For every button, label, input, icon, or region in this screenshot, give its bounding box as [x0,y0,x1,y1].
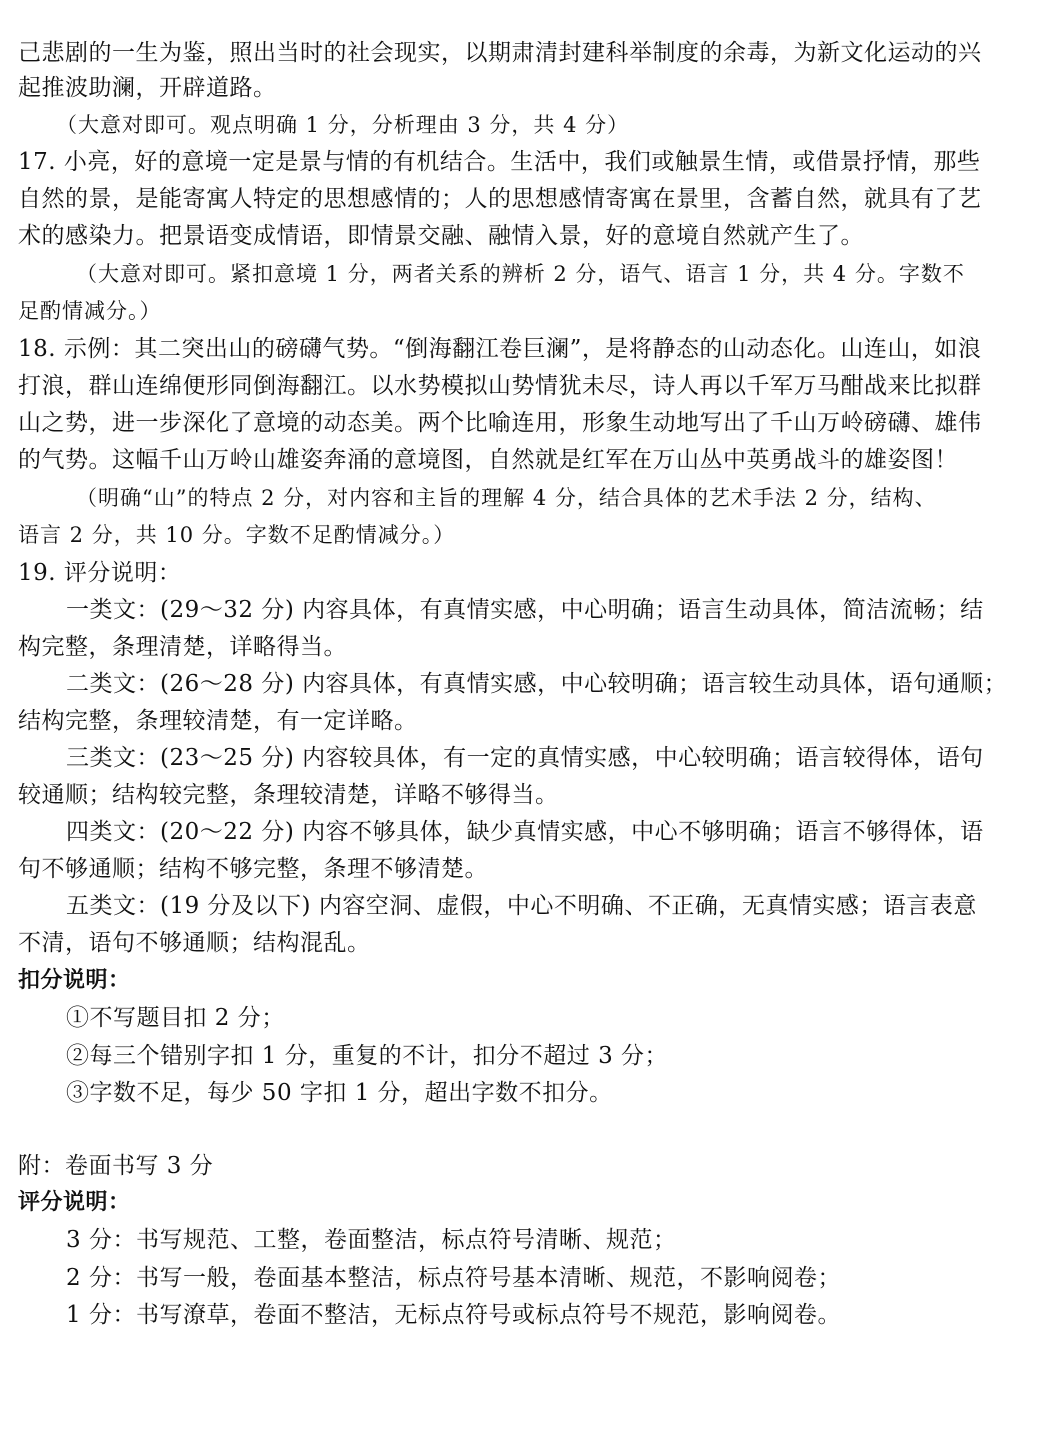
grade-level-2: 二类文：(26～28 分) 内容具体，有真情实感，中心较明确；语言较生动具体，语句通顺； [66,671,1008,697]
scoring-note: （大意对即可。紧扣意境 1 分，两者关系的辨析 2 分，语气、语言 1 分，共 4 分。字数不 [76,262,965,286]
grade-level-1: 一类文：(29～32 分) 内容具体，有真情实感，中心明确；语言生动具体，简洁流畅；结 [66,597,984,623]
answer-17: 17. 小亮，好的意境一定是景与情的有机结合。生活中，我们或触景生情，或借景抒情，那些 [18,149,981,175]
deduction-item: ②每三个错别字扣 1 分，重复的不计，扣分不超过 3 分； [66,1043,669,1069]
grade-level-3: 三类文：(23～25 分) 内容较具体，有一定的真情实感，中心较明确；语言较得体，语句 [66,745,984,771]
scoring-note: （大意对即可。观点明确 1 分，分析理由 3 分，共 4 分） [56,113,630,137]
handwriting-criterion: 2 分：书写一般，卷面基本整洁，标点符号基本清晰、规范，不影响阅卷； [66,1265,841,1291]
text-line: 结构完整，条理较清楚，有一定详略。 [18,708,418,734]
text-line: 句不够通顺；结构不够完整，条理不够清楚。 [18,856,488,882]
handwriting-score-heading: 附：卷面书写 3 分 [18,1153,214,1179]
handwriting-criteria-heading: 评分说明： [18,1190,131,1215]
handwriting-criterion: 3 分：书写规范、工整，卷面整洁，标点符号清晰、规范； [66,1227,677,1253]
text-line: 不清，语句不够通顺；结构混乱。 [18,930,371,956]
answer-19-heading: 19. 评分说明： [18,560,182,586]
text-line: 己悲剧的一生为鉴，照出当时的社会现实，以期肃清封建科举制度的余毒，为新文化运动的兴 [18,40,982,66]
answer-18: 18. 示例：其二突出山的磅礴气势。“倒海翻江卷巨澜”，是将静态的山动态化。山连山，如浪 [18,336,982,362]
text-line: 构完整，条理清楚，详略得当。 [18,634,347,660]
text-line: 较通顺；结构较完整，条理较清楚，详略不够得当。 [18,782,559,808]
text-line: 山之势，进一步深化了意境的动态美。两个比喻连用，形象生动地写出了千山万岭磅礴、雄伟 [18,410,982,436]
text-line: 的气势。这幅千山万岭山雄姿奔涌的意境图，自然就是红军在万山丛中英勇战斗的雄姿图！ [18,447,958,473]
text-line: 术的感染力。把景语变成情语，即情景交融、融情入景，好的意境自然就产生了。 [18,223,864,249]
grade-level-4: 四类文：(20～22 分) 内容不够具体，缺少真情实感，中心不够明确；语言不够得体，语 [66,819,984,845]
grade-level-5: 五类文：(19 分及以下) 内容空洞、虚假，中心不明确、不正确，无真情实感；语言表意 [66,893,977,919]
deduction-heading: 扣分说明： [18,968,131,993]
text-line: 自然的景，是能寄寓人特定的思想感情的；人的思想感情寄寓在景里，含蓄自然，就具有了艺 [18,186,982,212]
handwriting-criterion: 1 分：书写潦草，卷面不整洁，无标点符号或标点符号不规范，影响阅卷。 [66,1302,841,1328]
scoring-note: 足酌情减分。） [18,299,162,323]
deduction-item: ①不写题目扣 2 分； [66,1005,285,1031]
scoring-note: 语言 2 分，共 10 分。字数不足酌情减分。） [18,523,456,547]
deduction-item: ③字数不足，每少 50 字扣 1 分，超出字数不扣分。 [66,1080,613,1106]
scoring-note: （明确“山”的特点 2 分，对内容和主旨的理解 4 分，结合具体的艺术手法 2 分，结构、 [76,486,937,510]
text-line: 打浪，群山连绵便形同倒海翻江。以水势模拟山势情犹未尽，诗人再以千军万马酣战来比拟群 [18,373,982,399]
text-line: 起推波助澜，开辟道路。 [18,75,277,101]
